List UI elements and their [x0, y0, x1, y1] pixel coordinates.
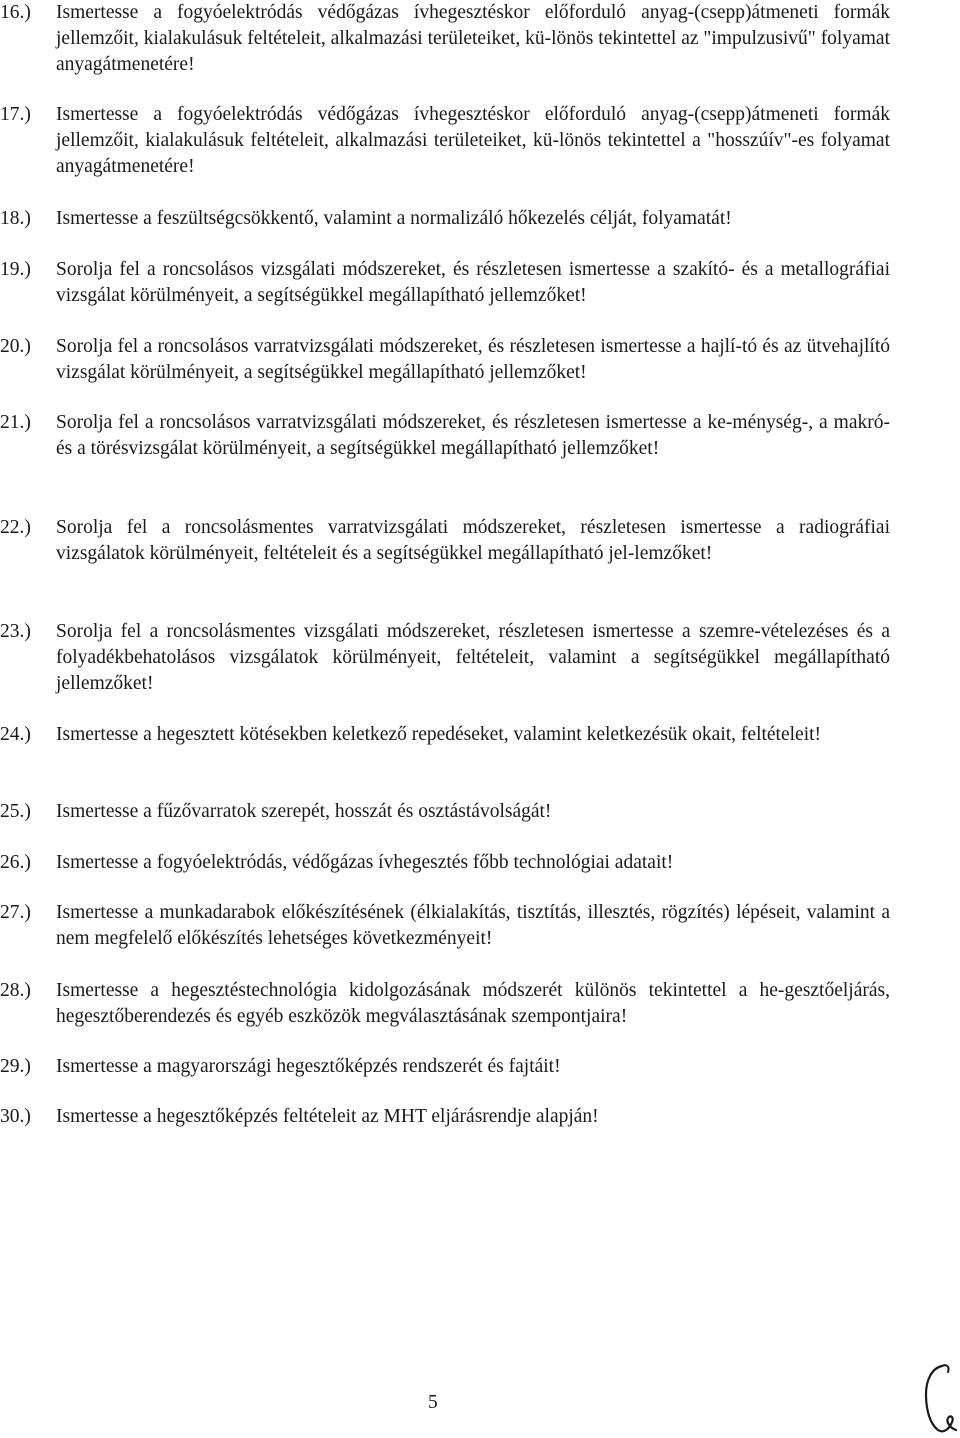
question-text: Ismertesse a fogyóelektródás védőgázas ívhegesztéskor előforduló anyag-(csepp)átmeneti formák jellemzőit, kialakulásuk feltételeit, alkalmazási területeiket, kü-lönös tekintettel az "impulzusivű" folyamat anyagátmenetére!	[56, 2, 890, 75]
question-item-29	[0, 1054, 890, 1080]
question-item-28	[0, 978, 890, 1030]
question-number: 24.)	[0, 724, 31, 745]
question-number: 16.)	[0, 2, 31, 23]
question-item-16	[0, 0, 890, 78]
question-number: 21.)	[0, 412, 31, 433]
question-number: 23.)	[0, 621, 31, 642]
question-text: Ismertesse a hegesztett kötésekben keletkező repedéseket, valamint keletkezésük okait, feltételeit!	[56, 724, 822, 745]
question-number: 17.)	[0, 104, 31, 125]
question-text: Ismertesse a munkadarabok előkészítésének (élkialakítás, tisztítás, illesztés, rögzítés) lépéseit, valamint a nem megfelelő előkészítés lehetséges következményeit!	[56, 902, 890, 949]
question-text: Sorolja fel a roncsolásos varratvizsgálati módszereket, és részletesen ismertesse a ke-ménység-, a makró- és a törésvizsgálat körülményeit, a segítségükkel megállapítható jellemzőket!	[56, 412, 890, 459]
question-number: 19.)	[0, 259, 31, 280]
question-item-19	[0, 257, 890, 309]
question-item-18	[0, 206, 890, 232]
question-text: Ismertesse a fogyóelektródás védőgázas ívhegesztéskor előforduló anyag-(csepp)átmeneti formák jellemzőit, kialakulásuk feltételeit, alkalmazási területeiket, kü-lönös tekintettel a "hosszúív"-es folyamat anyagátmenetére!	[56, 104, 890, 177]
question-number: 18.)	[0, 208, 31, 229]
question-item-17	[0, 102, 890, 180]
question-number: 20.)	[0, 336, 31, 357]
question-item-21	[0, 410, 890, 462]
question-text: Ismertesse a magyarországi hegesztőképzés rendszerét és fajtáit!	[56, 1056, 561, 1077]
question-number: 27.)	[0, 902, 31, 923]
question-number: 25.)	[0, 801, 31, 822]
question-text: Sorolja fel a roncsolásmentes varratvizsgálati módszereket, részletesen ismertesse a radiográfiai vizsgálatok körülményeit, feltételeit és a segítségükkel megállapítható jel-lemzőket!	[56, 517, 890, 564]
question-item-23	[0, 619, 890, 697]
question-number: 22.)	[0, 517, 31, 538]
question-item-30	[0, 1104, 890, 1130]
question-number: 26.)	[0, 852, 31, 873]
question-number: 29.)	[0, 1056, 31, 1077]
question-item-24	[0, 722, 890, 748]
question-number: 28.)	[0, 980, 31, 1001]
question-text: Ismertesse a hegesztéstechnológia kidolgozásának módszerét különös tekintettel a he-gesztőeljárás, hegesztőberendezés és egyéb eszközök megválasztásának szempontjaira!	[56, 980, 890, 1027]
question-item-25	[0, 799, 890, 825]
question-text: Ismertesse a fűzővarratok szerepét, hosszát és osztástávolságát!	[56, 801, 552, 822]
page-number: 5	[428, 1392, 438, 1413]
question-text: Sorolja fel a roncsolásmentes vizsgálati módszereket, részletesen ismertesse a szemre-vételezéses és a folyadékbehatolásos vizsgálatok körülményeit, feltételeit, valamint a segítségükkel megállapítható jellemzőket!	[56, 621, 890, 694]
question-text: Sorolja fel a roncsolásos varratvizsgálati módszereket, és részletesen ismertesse a hajlí-tó és az ütvehajlító vizsgálat körülményeit, a segítségükkel megállapítható jellemzőket!	[56, 336, 890, 383]
question-item-26	[0, 850, 890, 876]
question-text: Ismertesse a fogyóelektródás, védőgázas ívhegesztés főbb technológiai adatait!	[56, 852, 674, 873]
question-item-27	[0, 900, 890, 952]
question-text: Sorolja fel a roncsolásos vizsgálati módszereket, és részletesen ismertesse a szakító- és a metallográfiai vizsgálat körülményeit, a segítségükkel megállapítható jellemzőket!	[56, 259, 890, 306]
handwritten-signature-icon	[918, 1358, 960, 1438]
question-item-20	[0, 334, 890, 386]
question-text: Ismertesse a hegesztőképzés feltételeit az MHT eljárásrendje alapján!	[56, 1106, 599, 1127]
question-number: 30.)	[0, 1106, 31, 1127]
question-item-22	[0, 515, 890, 567]
question-text: Ismertesse a feszültségcsökkentő, valamint a normalizáló hőkezelés célját, folyamatát!	[56, 208, 732, 229]
